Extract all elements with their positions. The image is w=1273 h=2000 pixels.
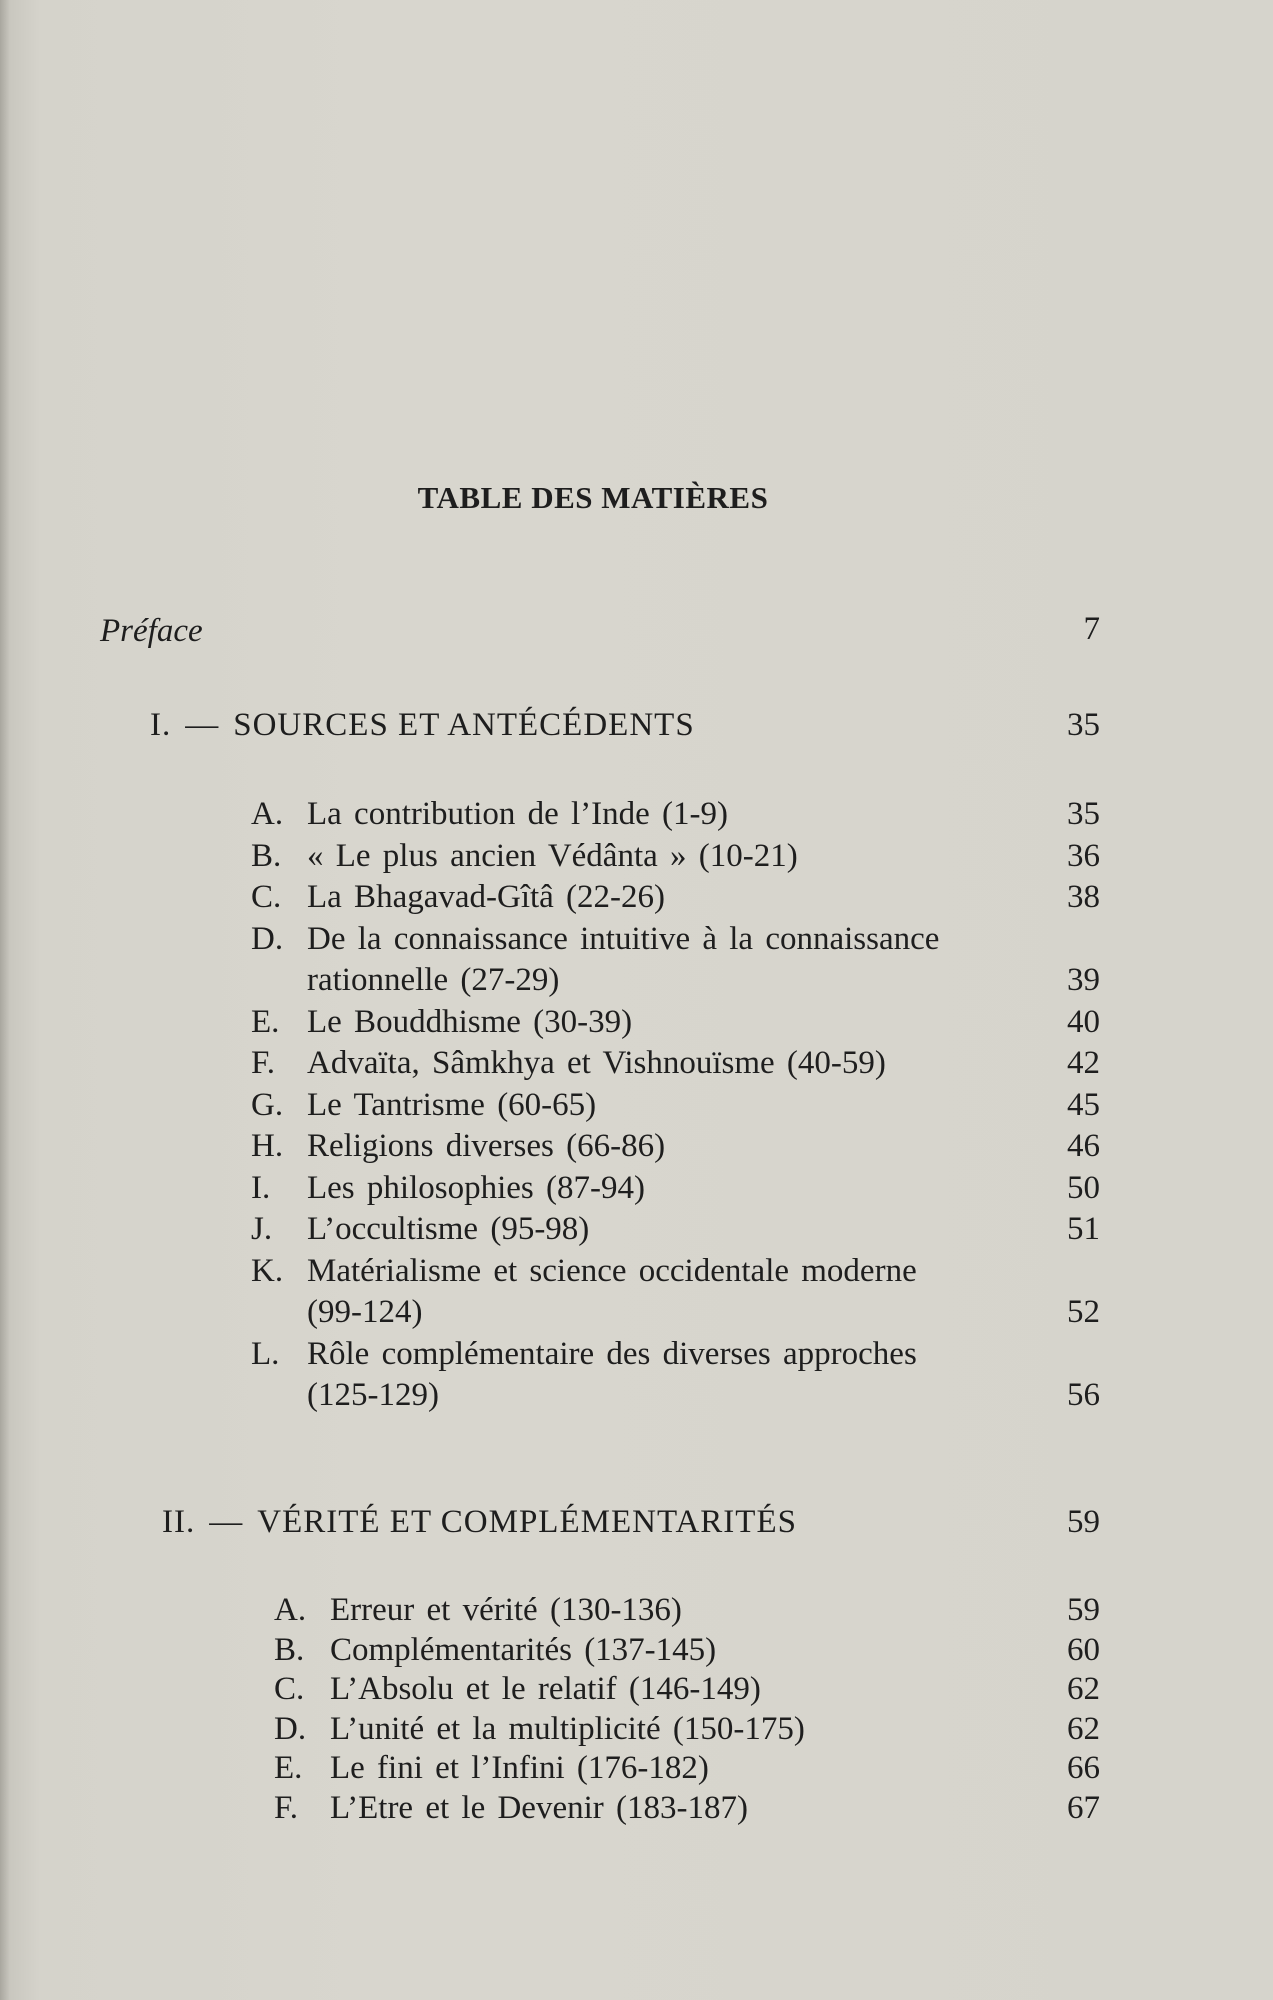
item-page: 45 [1067, 1086, 1100, 1123]
item-page: 42 [1067, 1045, 1100, 1081]
item-page: 35 [1067, 796, 1100, 832]
item-title-line: Le fini et l’Infini (176-182) [330, 1750, 709, 1786]
item-letter: K. [251, 1252, 284, 1289]
preface-page: 7 [1083, 611, 1100, 647]
item-page: 67 [1067, 1789, 1100, 1826]
item-title-line: L’Etre et le Devenir (183-187) [330, 1789, 748, 1826]
item-letter: D. [251, 920, 284, 957]
item-letter: I. [251, 1169, 271, 1206]
item-title-line: Les philosophies (87-94) [307, 1169, 645, 1206]
item-letter: A. [251, 796, 284, 832]
item-title-line: Religions diverses (66-86) [307, 1128, 666, 1164]
item-title-line: L’occultisme (95-98) [307, 1211, 590, 1247]
item-letter: F. [274, 1789, 298, 1826]
item-page: 36 [1067, 837, 1100, 874]
item-page: 59 [1067, 1592, 1100, 1628]
item-letter: B. [251, 837, 282, 874]
item-title-line: La contribution de l’Inde (1-9) [307, 796, 729, 832]
item-page: 66 [1067, 1750, 1100, 1786]
item-title-line: « Le plus ancien Védânta » (10-21) [307, 837, 798, 874]
chapter-number: II. [162, 1504, 196, 1540]
item-letter: G. [251, 1086, 284, 1123]
item-page: 60 [1067, 1631, 1100, 1668]
item-letter: E. [274, 1750, 303, 1786]
item-title-line: Advaïta, Sâmkhya et Vishnouïsme (40-59) [307, 1045, 886, 1081]
item-title-line: rationnelle (27-29) [307, 962, 560, 998]
item-page: 52 [1067, 1294, 1100, 1330]
item-page: 56 [1067, 1377, 1100, 1413]
item-page: 39 [1067, 962, 1100, 998]
chapter-page: 35 [1067, 707, 1100, 743]
chapter-number: I. [150, 707, 172, 743]
chapter-page: 59 [1067, 1504, 1100, 1540]
item-letter: D. [274, 1710, 307, 1747]
item-title-line: Complémentarités (137-145) [330, 1631, 717, 1668]
item-title-line: Matérialisme et science occidentale moderne [307, 1252, 917, 1289]
item-letter: C. [274, 1671, 305, 1707]
item-letter: L. [251, 1335, 280, 1372]
item-title-line: La Bhagavad-Gîtâ (22-26) [307, 879, 666, 915]
item-page: 46 [1067, 1128, 1100, 1164]
chapter-dash: — [209, 1504, 244, 1540]
item-letter: C. [251, 879, 282, 915]
item-page: 40 [1067, 1003, 1100, 1040]
item-title-line: (99-124) [307, 1294, 423, 1330]
item-letter: B. [274, 1631, 305, 1668]
chapter-title: SOURCES ET ANTÉCÉDENTS [233, 707, 695, 743]
item-page: 51 [1067, 1211, 1100, 1247]
item-letter: F. [251, 1045, 275, 1081]
item-title-line: De la connaissance intuitive à la connaissance [307, 920, 940, 957]
item-letter: E. [251, 1003, 280, 1040]
page-title: TABLE DES MATIÈRES [417, 480, 769, 515]
item-page: 38 [1067, 879, 1100, 915]
preface-label: Préface [100, 613, 203, 649]
chapter-title: VÉRITÉ ET COMPLÉMENTARITÉS [257, 1504, 797, 1540]
item-title-line: L’unité et la multiplicité (150-175) [330, 1710, 805, 1747]
item-title-line: Le Bouddhisme (30-39) [307, 1003, 633, 1040]
item-page: 50 [1067, 1169, 1100, 1206]
item-title-line: L’Absolu et le relatif (146-149) [330, 1671, 761, 1707]
item-letter: J. [251, 1211, 273, 1247]
item-letter: A. [274, 1592, 307, 1628]
item-title-line: (125-129) [307, 1377, 439, 1413]
item-letter: H. [251, 1128, 284, 1164]
item-page: 62 [1067, 1710, 1100, 1747]
chapter-dash: — [185, 707, 220, 743]
item-title-line: Rôle complémentaire des diverses approches [307, 1335, 917, 1372]
item-title-line: Erreur et vérité (130-136) [330, 1592, 682, 1628]
item-title-line: Le Tantrisme (60-65) [307, 1086, 597, 1123]
item-page: 62 [1067, 1671, 1100, 1707]
chapter-heading [150, 705, 695, 745]
chapter-heading [162, 1502, 797, 1542]
